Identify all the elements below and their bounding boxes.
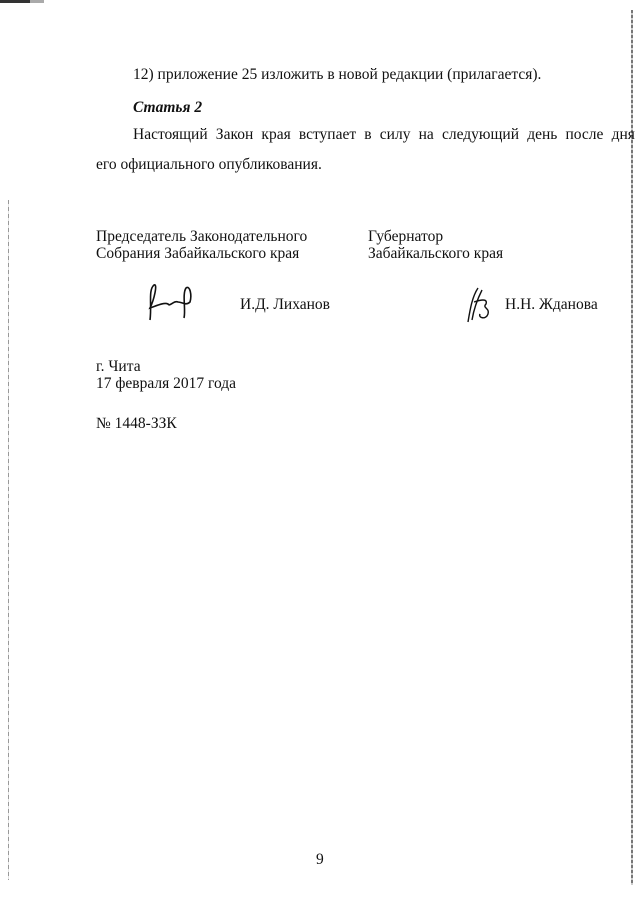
date: 17 февраля 2017 года (96, 375, 237, 392)
scan-artifact (30, 0, 44, 3)
signature-right (458, 282, 498, 327)
left-signatory-name: И.Д. Лиханов (240, 296, 330, 313)
item-12: 12) приложение 25 изложить в новой редакции (прилагается). (133, 66, 542, 83)
left-signatory-title-2: Собрания Забайкальского края (96, 245, 300, 262)
signature-left (140, 280, 200, 325)
page-number: 9 (316, 851, 324, 868)
scan-artifact (0, 0, 30, 3)
right-signatory-name: Н.Н. Жданова (505, 296, 598, 313)
article-text-line1: Настоящий Закон края вступает в силу на следующий день после дня (133, 126, 635, 143)
article-heading: Статья 2 (133, 99, 203, 116)
scan-edge-left (8, 200, 9, 880)
right-signatory-title-2: Забайкальского края (368, 245, 504, 262)
law-number: № 1448-ЗЗК (96, 415, 177, 432)
city: г. Чита (96, 358, 141, 375)
article-text-line2: его официального опубликования. (96, 156, 322, 173)
right-signatory-title-1: Губернатор (368, 228, 444, 245)
left-signatory-title-1: Председатель Законодательного (96, 228, 308, 245)
